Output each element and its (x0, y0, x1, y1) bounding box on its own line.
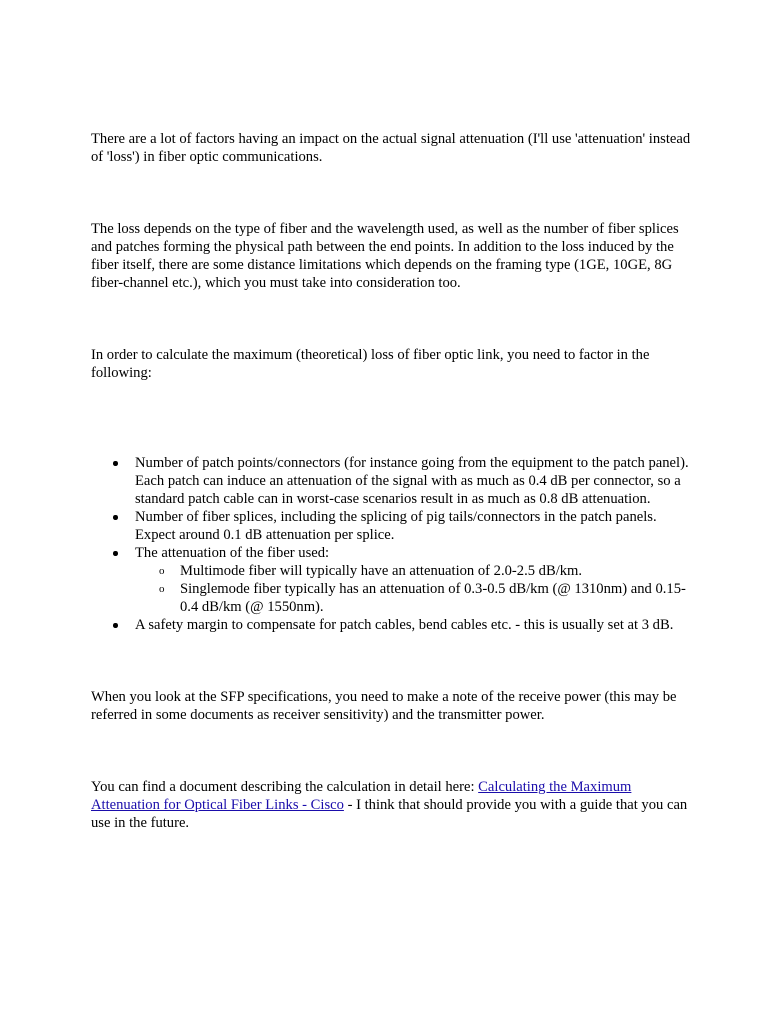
list-item-text: A safety margin to compensate for patch cables, bend cables etc. - this is usually set at 3 dB. (135, 617, 674, 633)
factor-list (91, 454, 691, 634)
cisco-document-link[interactable]: Calculating the Maximum Attenuation for Optical Fiber Links - Cisco (91, 779, 632, 813)
bullet-icon (113, 461, 118, 466)
list-item-text: Number of patch points/connectors (for instance going from the equipment to the patch panel). Each patch can induce an attenuation of the signal with as much as 0.4 dB per connector, so a standard patch cable can in worst-case scenarios result in as much as 0.8 dB attenuation. (135, 455, 689, 507)
sublist-item-text: Singlemode fiber typically has an attenuation of 0.3-0.5 dB/km (@ 1310nm) and 0.15-0.4 dB/km (@ 1550nm). (180, 581, 686, 615)
list-item (135, 616, 691, 634)
circle-bullet-icon: o (159, 583, 165, 595)
list-item (135, 508, 691, 544)
sublist-item-text: Multimode fiber will typically have an attenuation of 2.0-2.5 dB/km. (180, 563, 583, 579)
reference-text-before: You can find a document describing the calculation in detail here: (91, 779, 479, 795)
paragraph-loss-factors: The loss depends on the type of fiber and the wavelength used, as well as the number of fiber splices and patches forming the physical path between the end points. In addition to the loss induced by the fiber itself, there are some distance limitations which depends on the framing type (1GE, 10GE, 8G fiber-channel etc.), which you must take into consideration too. (91, 221, 679, 291)
sublist-item (159, 562, 691, 580)
list-item (135, 544, 691, 616)
spacer (91, 436, 691, 454)
fiber-type-sublist (135, 562, 691, 616)
paragraph-calculation-intro: In order to calculate the maximum (theoretical) loss of fiber optic link, you need to factor in the following: (91, 347, 650, 381)
sublist-item (159, 580, 691, 616)
paragraph-intro: There are a lot of factors having an impact on the actual signal attenuation (I'll use 'attenuation' instead of 'loss') in fiber optic communications. (91, 131, 691, 165)
bullet-icon (113, 515, 118, 520)
list-item (135, 454, 691, 508)
list-item-text: The attenuation of the fiber used: (135, 545, 330, 561)
bullet-icon (113, 551, 118, 556)
bullet-icon (113, 623, 118, 628)
document-body (91, 130, 691, 832)
circle-bullet-icon: o (159, 565, 165, 577)
list-item-text: Number of fiber splices, including the splicing of pig tails/connectors in the patch panels. Expect around 0.1 dB attenuation per splice. (135, 509, 657, 543)
paragraph-reference (91, 778, 691, 832)
reference-text-after: - I think that should provide you with a guide that you can use in the future. (91, 797, 688, 831)
paragraph-sfp-specs: When you look at the SFP specifications, you need to make a note of the receive power (this may be referred in some documents as receiver sensitivity) and the transmitter power. (91, 689, 677, 723)
